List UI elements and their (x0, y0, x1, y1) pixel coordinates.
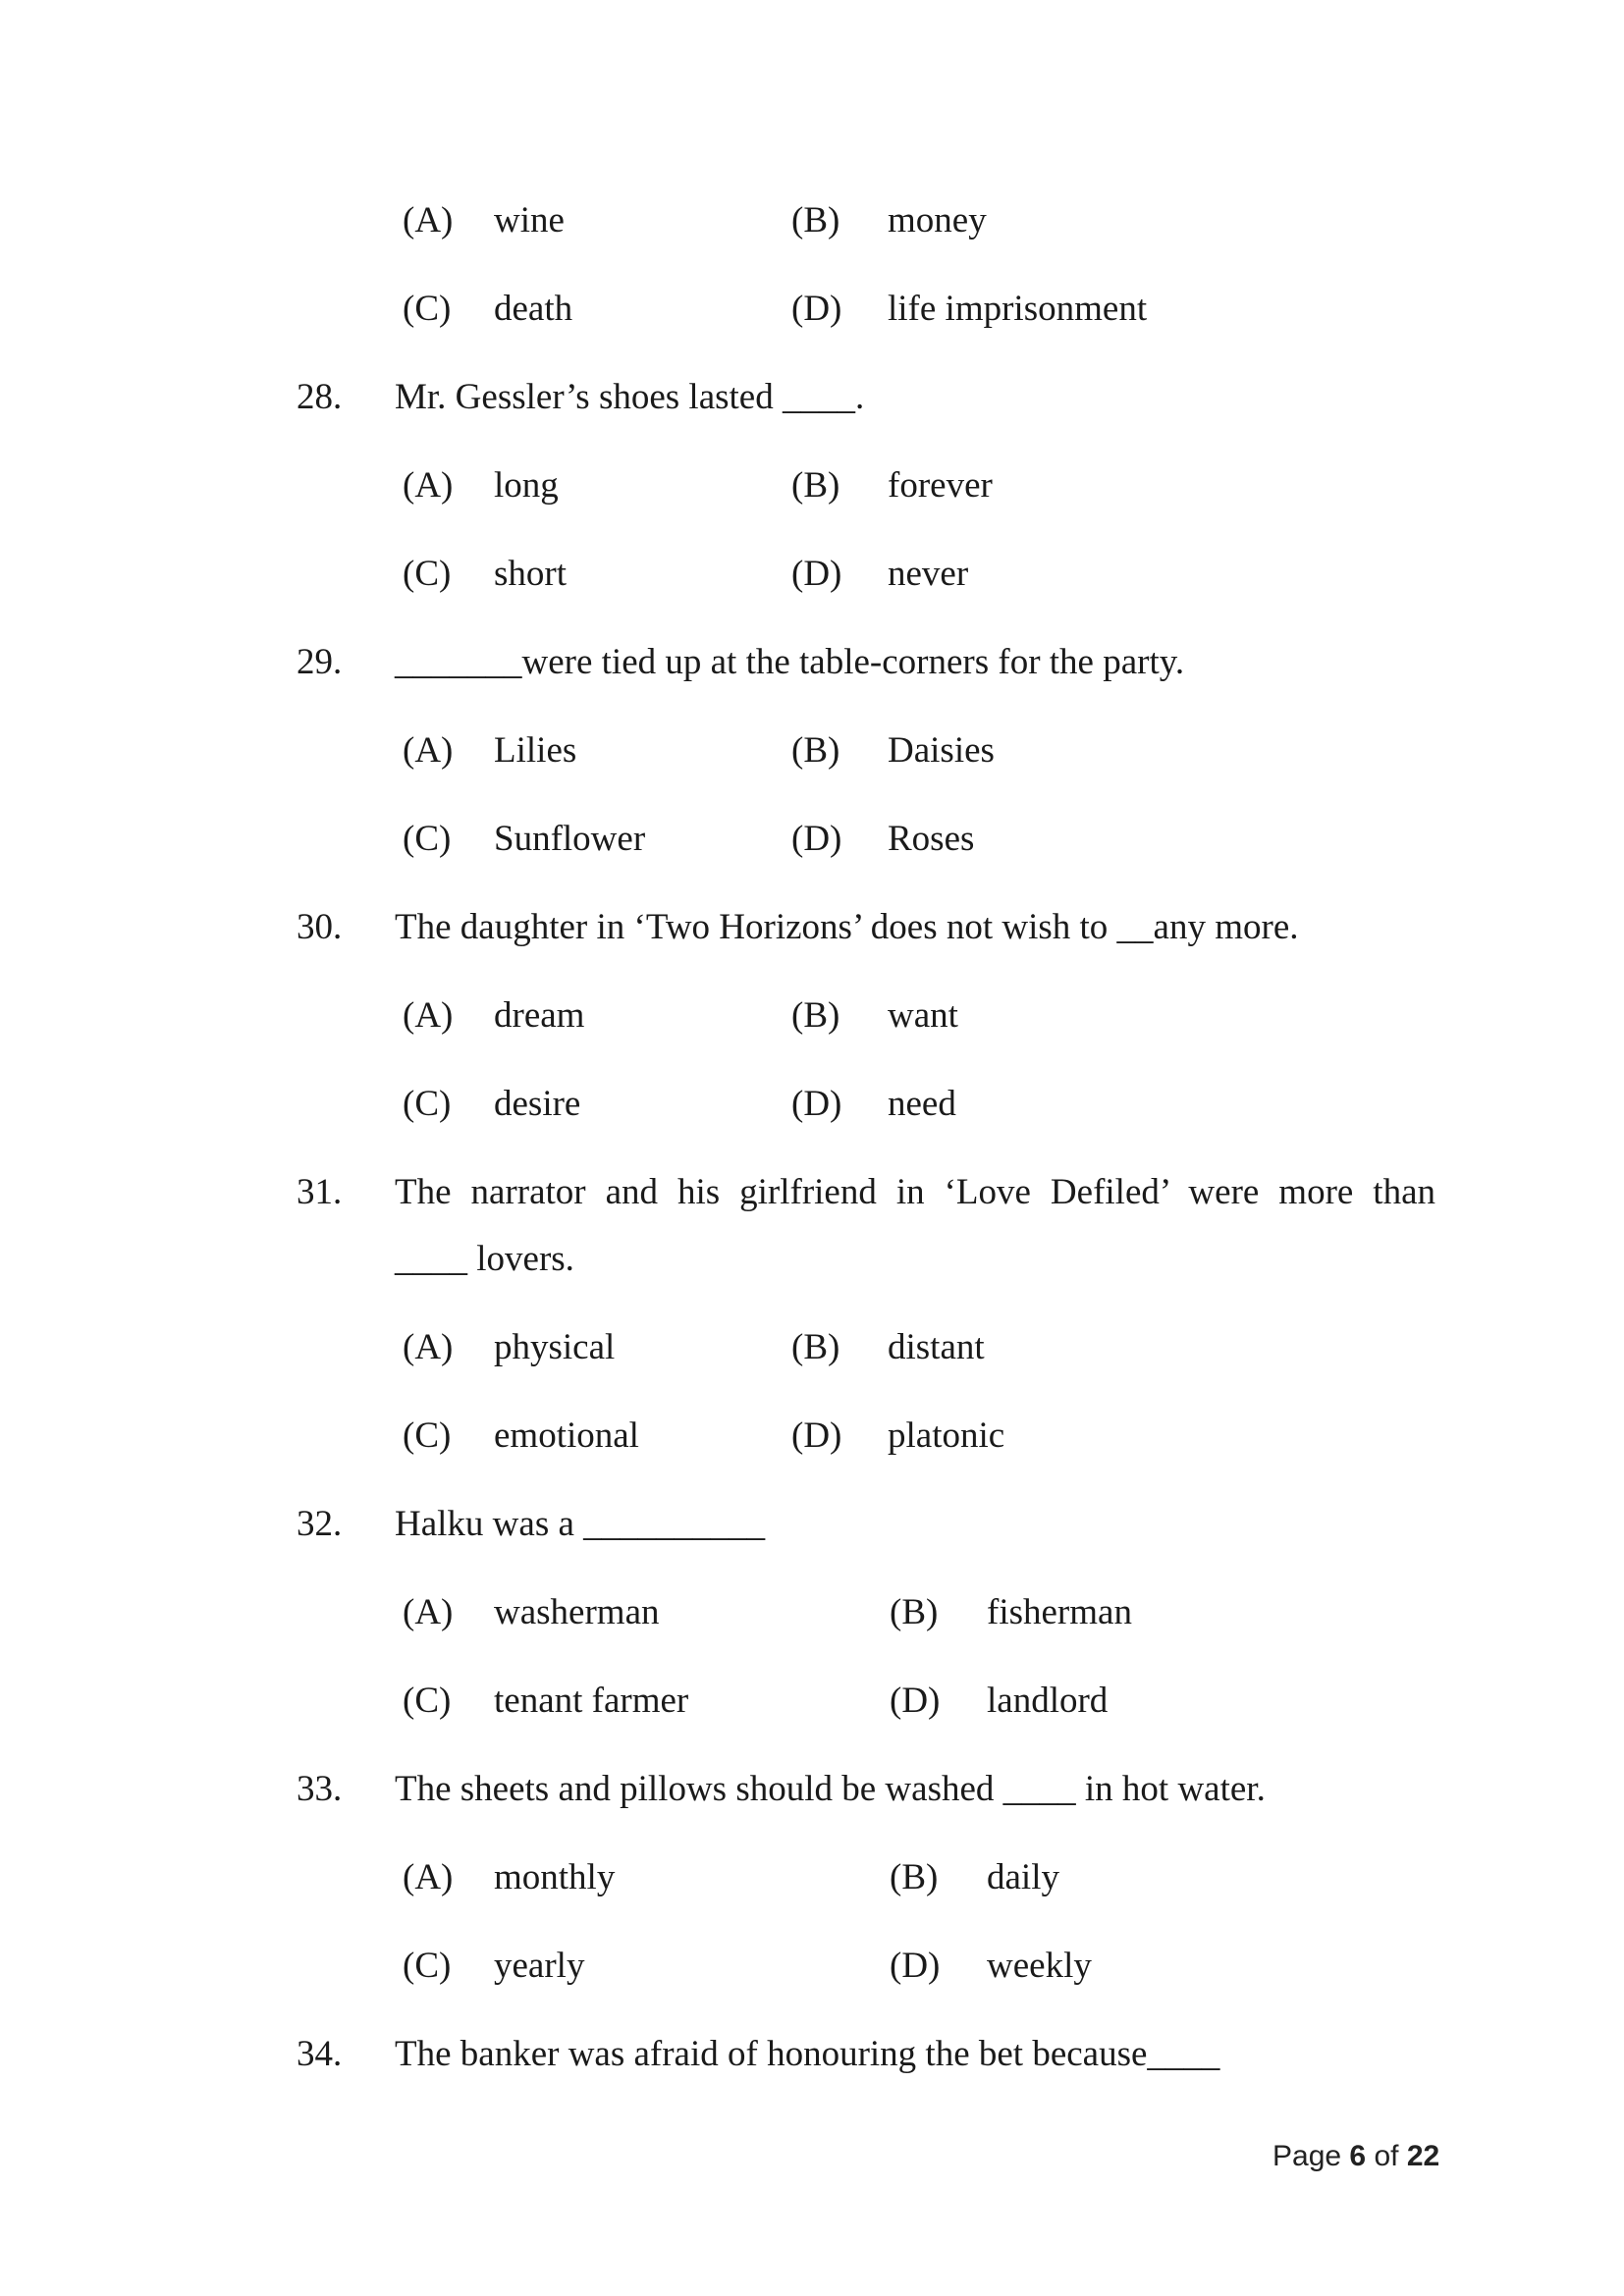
page-footer (1272, 2140, 1439, 2173)
question-number: 33. (297, 1769, 343, 1809)
option-label-a: (A) (403, 1327, 454, 1367)
q29-option-a: Lilies (494, 730, 577, 771)
option-label-d: (D) (791, 1415, 842, 1456)
option-label-a: (A) (403, 995, 454, 1036)
current-page-number: 6 (1349, 2140, 1367, 2172)
question-text: The daughter in ‘Two Horizons’ does not wish to __any more. (395, 907, 1299, 947)
q32-option-c: tenant farmer (494, 1681, 689, 1721)
q32-option-b: fisherman (987, 1592, 1132, 1632)
question-text: _______were tied up at the table-corners for the party. (395, 642, 1185, 682)
page-of: of (1374, 2140, 1399, 2172)
option-label-b: (B) (791, 1327, 840, 1367)
option-label-a: (A) (403, 1592, 454, 1632)
q29-option-b: Daisies (888, 730, 995, 771)
q29-option-c: Sunflower (494, 819, 646, 859)
question-number: 31. (297, 1172, 343, 1212)
option-label-d: (D) (791, 554, 842, 594)
question-text-line-1: The narrator and his girlfriend in ‘Love Defiled’ were more than (395, 1172, 1435, 1212)
option-label-b: (B) (890, 1857, 939, 1897)
q28-option-d: never (888, 554, 969, 594)
option-label-c: (C) (403, 1415, 452, 1456)
option-label-a: (A) (403, 1857, 454, 1897)
option-label-c: (C) (403, 1681, 452, 1721)
option-label-c: (C) (403, 819, 452, 859)
q30-option-d: need (888, 1084, 956, 1124)
q32-option-d: landlord (987, 1681, 1109, 1721)
q29-option-d: Roses (888, 819, 975, 859)
option-label-d: (D) (791, 1084, 842, 1124)
q33-option-b: daily (987, 1857, 1059, 1897)
option-label-d: (D) (791, 289, 842, 329)
option-label-c: (C) (403, 1084, 452, 1124)
option-label-b: (B) (791, 200, 840, 240)
option-label-d: (D) (890, 1681, 941, 1721)
q28-option-b: forever (888, 465, 993, 506)
q33-option-d: weekly (987, 1946, 1092, 1986)
question-number: 32. (297, 1504, 343, 1544)
question-text: The sheets and pillows should be washed ____ in hot water. (395, 1769, 1266, 1809)
option-label-a: (A) (403, 465, 454, 506)
page-prefix: Page (1272, 2140, 1342, 2172)
q31-option-c: emotional (494, 1415, 639, 1456)
q33-option-c: yearly (494, 1946, 585, 1986)
question-text: Halku was a __________ (395, 1504, 766, 1544)
q30-option-b: want (888, 995, 958, 1036)
option-label-c: (C) (403, 554, 452, 594)
q27-option-d: life imprisonment (888, 289, 1148, 329)
question-text-line-2: ____ lovers. (395, 1239, 574, 1279)
option-label-b: (B) (791, 465, 840, 506)
option-label-b: (B) (791, 730, 840, 771)
q32-option-a: washerman (494, 1592, 660, 1632)
q27-option-b: money (888, 200, 987, 240)
q33-option-a: monthly (494, 1857, 616, 1897)
option-label-b: (B) (890, 1592, 939, 1632)
q28-option-c: short (494, 554, 567, 594)
question-number: 30. (297, 907, 343, 947)
option-label-c: (C) (403, 289, 452, 329)
q31-option-d: platonic (888, 1415, 1005, 1456)
total-pages: 22 (1406, 2140, 1440, 2172)
option-label-b: (B) (791, 995, 840, 1036)
q31-option-b: distant (888, 1327, 985, 1367)
q28-option-a: long (494, 465, 559, 506)
q30-option-c: desire (494, 1084, 581, 1124)
q31-option-a: physical (494, 1327, 616, 1367)
question-number: 28. (297, 377, 343, 417)
q30-option-a: dream (494, 995, 585, 1036)
option-label-a: (A) (403, 730, 454, 771)
q27-option-c: death (494, 289, 573, 329)
option-label-a: (A) (403, 200, 454, 240)
q27-option-a: wine (494, 200, 565, 240)
question-number: 34. (297, 2034, 343, 2074)
option-label-d: (D) (890, 1946, 941, 1986)
option-label-c: (C) (403, 1946, 452, 1986)
option-label-d: (D) (791, 819, 842, 859)
question-text: The banker was afraid of honouring the bet because____ (395, 2034, 1220, 2074)
question-number: 29. (297, 642, 343, 682)
question-text: Mr. Gessler’s shoes lasted ____. (395, 377, 865, 417)
